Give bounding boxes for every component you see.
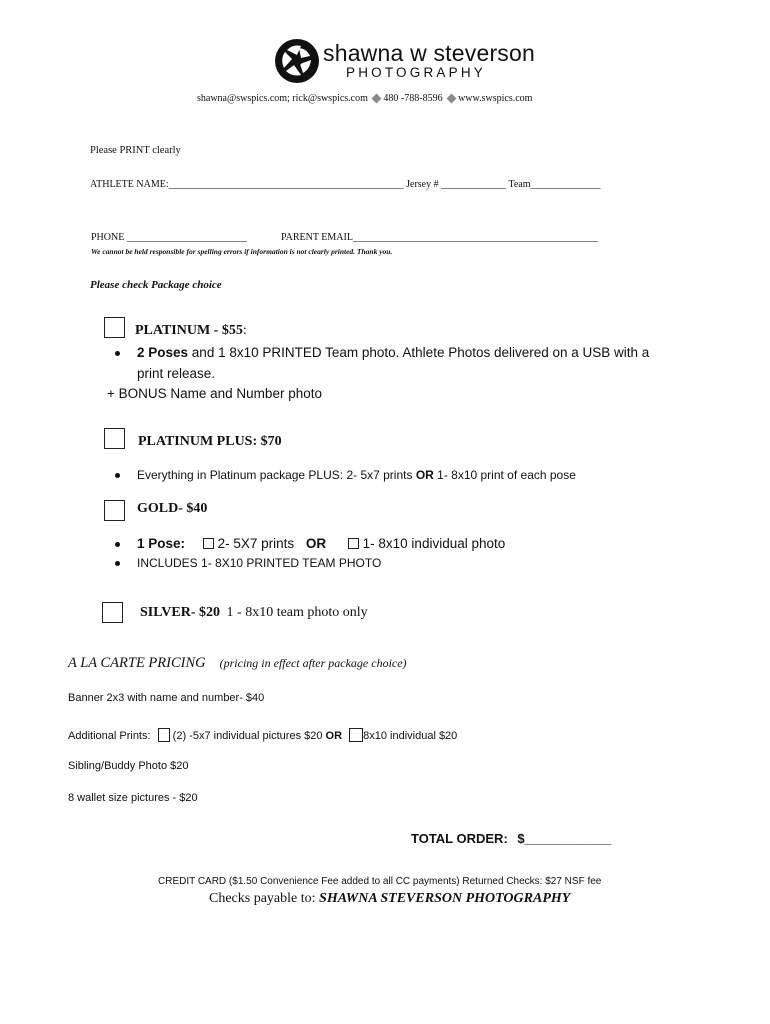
jersey-label: Jersey # [406,179,439,190]
jersey-field[interactable]: _____________ [441,179,507,190]
gold-checkbox[interactable] [104,500,125,521]
silver-title-text: SILVER [140,605,191,620]
contact-emails[interactable]: shawna@swspics.com; rick@swspics.com [197,93,368,104]
alacarte-wallet: 8 wallet size pictures - $20 [68,792,198,804]
phone-field[interactable]: ________________________ [126,232,247,243]
platinum-bonus: + BONUS Name and Number photo [107,386,322,401]
diamond-separator-icon [447,93,457,103]
print-instruction: Please PRINT clearly [90,145,181,156]
gold-option-8x10-checkbox[interactable] [348,538,359,549]
bullet-icon [115,561,120,566]
alacarte-sibling: Sibling/Buddy Photo $20 [68,760,189,772]
gold-option-8x10-label: 1- 8x10 individual photo [362,536,506,551]
bullet-icon [115,473,120,478]
package-instruction: Please check Package choice [90,279,222,291]
gold-option-5x7-checkbox[interactable] [203,538,214,549]
checks-payee: SHAWNA STEVERSON PHOTOGRAPHY [319,891,571,906]
disclaimer-note: We cannot be held responsible for spelling errors if information is not clearly printed. Thank you. [91,247,393,256]
contact-phone: 480 -788-8596 [383,93,443,104]
gold-option-5x7-label: 2- 5X7 prints [217,536,295,551]
platinum-bullet-text: and 1 8x10 PRINTED Team photo. Athlete Photos delivered on a USB with a [188,345,650,360]
platinum-bullet-bold: 2 Poses [137,345,189,360]
silver-title [140,605,368,621]
platinum-title [135,323,247,339]
team-field[interactable]: ______________ [530,179,601,190]
alacarte-additional-prints [68,728,457,742]
platinum-plus-title: PLATINUM PLUS: $70 [138,434,282,449]
additional-5x7-label: (2) -5x7 individual pictures $20 [172,730,323,742]
phone-label: PHONE [91,232,125,243]
platinum-plus-bullet-text-a: Everything in Platinum package PLUS: 2- 5x7 prints [137,468,416,482]
platinum-plus-bullet-or: OR [415,468,434,482]
silver-checkbox[interactable] [102,602,123,623]
contact-website[interactable]: www.swspics.com [458,93,533,104]
parent-email-field[interactable]: _________________________________________________ [352,232,598,243]
gold-or-label: OR [305,536,327,551]
checks-payable [209,891,570,907]
parent-email-row [281,232,598,243]
parent-email-label: PARENT EMAIL [281,232,353,243]
athlete-name-field[interactable]: _______________________________________________ [168,179,404,190]
platinum-bullet-continuation: print release. [137,366,216,381]
alacarte-heading [68,654,407,672]
additional-prints-label: Additional Prints: [68,730,151,742]
total-order-label: TOTAL ORDER: [411,831,508,846]
bullet-icon [115,542,120,547]
aperture-logo-icon [274,38,320,84]
team-label: Team [508,179,531,190]
gold-pose-row [137,536,505,551]
platinum-plus-checkbox[interactable] [104,428,125,449]
alacarte-subtitle: (pricing in effect after package choice) [219,656,407,670]
additional-or-label: OR [325,730,343,742]
silver-description: 1 - 8x10 team photo only [226,605,368,620]
silver-price: - $20 [190,605,221,620]
checks-payable-prefix: Checks payable to: [209,891,320,906]
gold-title: GOLD- $40 [137,501,208,516]
alacarte-title: A LA CARTE PRICING [68,655,206,671]
total-order [411,831,611,846]
phone-row [91,232,247,243]
additional-5x7-checkbox[interactable] [158,728,170,742]
alacarte-banner: Banner 2x3 with name and number- $40 [68,692,265,704]
platinum-plus-bullet [137,468,576,482]
brand-subtitle: PHOTOGRAPHY [346,65,486,80]
total-order-field[interactable]: $____________ [517,831,612,846]
diamond-separator-icon [372,93,382,103]
platinum-bullet [137,345,649,360]
gold-pose-label: 1 Pose: [137,536,186,551]
contact-line [197,93,532,104]
bullet-icon [115,351,120,356]
additional-8x10-checkbox[interactable] [349,728,363,742]
athlete-name-label: ATHLETE NAME: [90,179,169,190]
platinum-title-colon: : [242,323,247,338]
credit-card-note: CREDIT CARD ($1.50 Convenience Fee added to all CC payments) Returned Checks: $27 NSF fee [158,876,602,887]
additional-8x10-label: 8x10 individual $20 [363,730,458,742]
gold-bullet-team-photo: INCLUDES 1- 8X10 PRINTED TEAM PHOTO [137,556,382,570]
athlete-info-row [90,179,601,190]
platinum-checkbox[interactable] [104,317,125,338]
platinum-title-text: PLATINUM - $55 [135,323,243,338]
brand-name: shawna w steverson [323,40,535,66]
platinum-plus-bullet-text-b: 1- 8x10 print of each pose [433,468,576,482]
